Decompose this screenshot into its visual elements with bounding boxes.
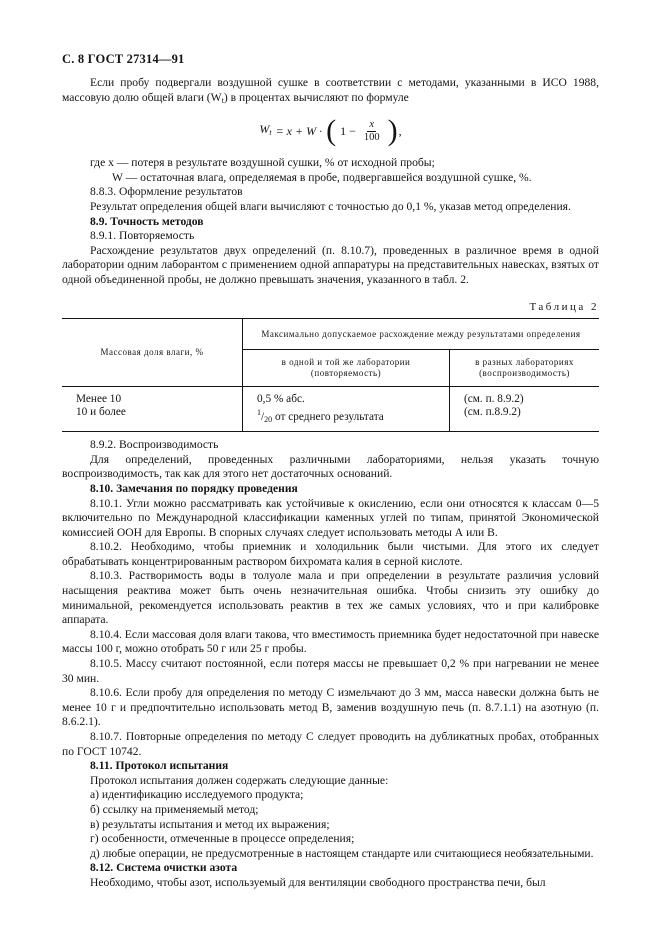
header-repeatability: в одной и той же лаборатории (повторяемость): [243, 350, 450, 387]
list-item: в) результаты испытания и метод их выражения;: [90, 817, 330, 831]
section-8-11-title: 8.11. Протокол испытания: [90, 759, 229, 773]
formula-open-paren: (: [326, 114, 337, 148]
formula-equals: = x + W ·: [275, 123, 323, 138]
formula-one-minus: 1 −: [340, 123, 356, 138]
section-8-9-2-title: 8.9.2. Воспроизводимость: [90, 438, 219, 452]
cell-reproducibility: [450, 387, 600, 432]
section-8-8-3-text: Результат определения общей влаги вычисляют с точностью до 0,1 %, указав метод определения.: [90, 199, 571, 213]
section-8-9-1-title: 8.9.1. Повторяемость: [90, 229, 195, 243]
formula-close-paren: ): [387, 114, 398, 148]
section-8-10-4: 8.10.4. Если массовая доля влаги такова, что вместимость приемника будет недостаточной при навеске массы 100 г, можно отобрать 50 г или 25 г пробы.: [62, 627, 599, 656]
section-8-10-6: 8.10.6. Если пробу для определения по методу С измельчают до 3 мм, масса навески должна быть не менее 10 г и предпочтительно использовать метод В, заменив воздушную печь (п. 8.7.1.1) на азотную (п. 8.6.2.1).: [62, 686, 599, 729]
section-8-9-1-text: Расхождение результатов двух определений (п. 8.10.7), проведенных в различное время в одной лаборатории одним лаборантом с применением одной аппаратуры на представительных навесках, взятых от одной объединенной пробы, не должно превышать значения, указанного в табл. 2.: [62, 243, 599, 286]
fraction-denominator: 100: [363, 131, 380, 143]
formula-lhs: $W_t$: [259, 121, 272, 137]
page-content: [62, 76, 599, 891]
table-caption: Таблица 2: [529, 300, 599, 313]
moisture-formula: [62, 110, 599, 152]
cell-moisture: [62, 387, 243, 432]
formula-end-comma: ,: [398, 123, 402, 138]
section-8-10-7: 8.10.7. Повторные определения по методу С следует проводить на дубликатных пробах, отобранных по ГОСТ 10742.: [62, 730, 599, 758]
section-8-10-3: 8.10.3. Растворимость воды в толуоле мала и при определении в результате различия условий насыщения реактива может быть очень незначительная ошибка. Чтобы снизить эту ошибку до минимальной, рекомендуется использовать реактив в тех же самых условиях, что и при калибровке аппарата.: [62, 569, 599, 627]
precision-table: [62, 318, 599, 432]
section-8-9-2-text: Для определений, проведенных различными лабораториями, нельзя указать точную воспроизводимость, так как для этого нет достаточных оснований.: [62, 452, 599, 481]
intro-tail: ) в процентах вычисляют по формуле: [223, 90, 409, 104]
row-2-reproducibility: (см. п.8.9.2): [464, 406, 521, 419]
page-header: С. 8 ГОСТ 27314—91: [62, 52, 185, 66]
section-8-10-5: 8.10.5. Массу считают постоянной, если потеря массы не превышает 0,2 % при нагревании не менее 30 мин.: [62, 657, 599, 685]
where-x: где x — потеря в результате воздушной сушки, % от исходной пробы;: [90, 156, 435, 170]
formula-fraction: [362, 119, 382, 144]
list-item: д) любые операции, не предусмотренные в настоящем стандарте или считающиеся необязательными.: [90, 846, 594, 860]
section-8-9-title: 8.9. Точность методов: [90, 214, 204, 228]
list-item: г) особенности, отмеченные в процессе определения;: [90, 832, 355, 846]
section-8-11-intro: Протокол испытания должен содержать следующие данные:: [90, 773, 389, 787]
where-w: W — остаточная влага, определяемая в пробе, подвергавшейся воздушной сушке, %.: [112, 170, 532, 184]
header-group: Максимально допускаемое расхождение между результатами определения: [243, 319, 600, 350]
row-2-repeatability: $^1/_{20}$ от среднего результата: [257, 408, 384, 425]
table-body-row: [62, 387, 599, 432]
section-8-8-3-title: 8.8.3. Оформление результатов: [90, 185, 243, 199]
section-8-10-2: 8.10.2. Необходимо, чтобы приемник и холодильник были чистыми. Для этого их следует обрабатывать концентрированным раствором бихромата калия в серной кислоте.: [62, 540, 599, 568]
header-reproducibility: в разных лабораториях (воспроизводимость): [450, 350, 600, 387]
list-item: б) ссылку на применяемый метод;: [90, 802, 259, 816]
row-1-moisture: Менее 10: [76, 393, 122, 406]
section-8-10-title: 8.10. Замечания по порядку проведения: [90, 481, 298, 495]
section-8-12-title: 8.12. Система очистки азота: [90, 861, 238, 875]
section-8-12-text: Необходимо, чтобы азот, используемый для вентиляции свободного пространства печи, был: [90, 875, 546, 889]
list-item: а) идентификацию исследуемого продукта;: [90, 788, 304, 802]
intro-subscript: t: [221, 95, 224, 105]
header-moisture: Массовая доля влаги, %: [62, 319, 243, 387]
row-1-reproducibility: (см. п. 8.9.2): [464, 393, 524, 406]
intro-text: Если пробу подвергали воздушной сушке в соответствии с методами, указанными в ИСО 1988, массовую долю общей влаги (W: [62, 76, 599, 104]
row-2-moisture: 10 и более: [76, 406, 126, 419]
row-1-repeatability: 0,5 % абс.: [257, 393, 305, 406]
section-8-10-1: 8.10.1. Угли можно рассматривать как устойчивые к окислению, если они относятся к классам 0—5 включительно по Международной классификации каменных углей по типам, принятой Экономической комиссией ООН для Европы. В спорных случаях следует использовать методы А или В.: [62, 496, 599, 539]
intro-paragraph: [62, 76, 599, 108]
fraction-numerator: x: [369, 118, 375, 130]
cell-repeatability: [243, 387, 450, 432]
